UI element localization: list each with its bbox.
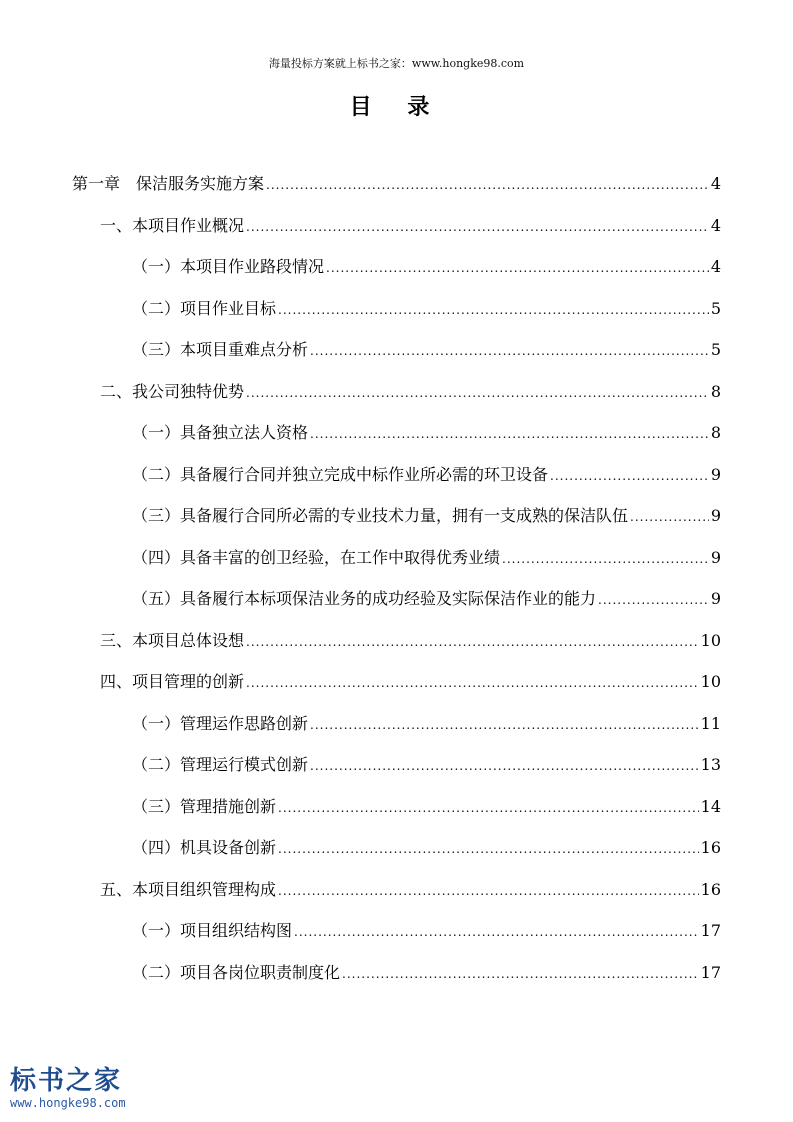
toc-entry[interactable]	[100, 629, 721, 653]
toc-entry-label: （二）具备履行合同并独立完成中标作业所必需的环卫设备	[132, 465, 549, 484]
toc-dot-leader	[278, 298, 709, 322]
toc-entry[interactable]	[100, 380, 721, 404]
site-logo	[10, 1066, 170, 1116]
toc-entry-page-number: 9	[710, 506, 721, 525]
toc-entry[interactable]	[72, 172, 721, 196]
toc-entry[interactable]	[132, 587, 721, 611]
toc-entry[interactable]	[132, 546, 721, 570]
toc-entry-page-number: 4	[710, 216, 721, 235]
toc-dot-leader	[246, 215, 709, 239]
toc-entry-label: 二、我公司独特优势	[100, 382, 245, 401]
toc-entry-page-number: 9	[710, 465, 721, 484]
toc-entry-page-number: 10	[700, 631, 721, 650]
toc-entry[interactable]	[100, 878, 721, 902]
toc-entry-page-number: 16	[700, 880, 721, 899]
toc-entry[interactable]	[132, 919, 721, 943]
toc-entry[interactable]	[132, 504, 721, 528]
toc-entry-page-number: 10	[700, 672, 721, 691]
toc-entry[interactable]	[100, 670, 721, 694]
toc-dot-leader	[278, 879, 699, 903]
toc-dot-leader	[342, 962, 699, 986]
toc-entry[interactable]	[132, 421, 721, 445]
toc-entry-label: （一）具备独立法人资格	[132, 423, 309, 442]
toc-entry-label: （二）项目各岗位职责制度化	[132, 963, 341, 982]
toc-entry-label: 第一章 保洁服务实施方案	[72, 174, 265, 193]
toc-entry-page-number: 17	[700, 963, 721, 982]
toc-entry-label: （四）机具设备创新	[132, 838, 277, 857]
toc-entry-page-number: 4	[710, 174, 721, 193]
logo-url: www.hongke98.com	[10, 1096, 126, 1110]
toc-dot-leader	[278, 837, 699, 861]
toc-entry-label: （一）管理运作思路创新	[132, 714, 309, 733]
toc-entry-page-number: 4	[710, 257, 721, 276]
toc-entry-page-number: 16	[700, 838, 721, 857]
toc-entry[interactable]	[132, 463, 721, 487]
toc-entry-page-number: 5	[710, 340, 721, 359]
toc-entry[interactable]	[132, 297, 721, 321]
toc-entry-page-number: 8	[710, 382, 721, 401]
toc-dot-leader	[246, 630, 699, 654]
toc-dot-leader	[266, 173, 709, 197]
toc-dot-leader	[630, 505, 709, 529]
toc-entry-label: 一、本项目作业概况	[100, 216, 245, 235]
toc-entry-page-number: 14	[700, 797, 721, 816]
toc-entry-label: （四）具备丰富的创卫经验，在工作中取得优秀业绩	[132, 548, 501, 567]
toc-dot-leader	[246, 381, 709, 405]
toc-entry-page-number: 9	[710, 548, 721, 567]
toc-entry-page-number: 13	[700, 755, 721, 774]
toc-entry-label: （三）本项目重难点分析	[132, 340, 309, 359]
toc-entry-page-number: 9	[710, 589, 721, 608]
toc-dot-leader	[246, 671, 699, 695]
toc-entry-label: （二）项目作业目标	[132, 299, 277, 318]
toc-dot-leader	[502, 547, 709, 571]
toc-entry[interactable]	[132, 836, 721, 860]
toc-dot-leader	[550, 464, 709, 488]
toc-entry-page-number: 11	[700, 714, 721, 733]
toc-entry-label: （一）本项目作业路段情况	[132, 257, 325, 276]
toc-dot-leader	[294, 920, 699, 944]
toc-entry-label: 三、本项目总体设想	[100, 631, 245, 650]
logo-text: 标书之家	[10, 1066, 123, 1096]
toc-entry-label: 五、本项目组织管理构成	[100, 880, 277, 899]
toc-entry[interactable]	[132, 795, 721, 819]
toc-dot-leader	[310, 339, 709, 363]
toc-entry-label: 四、项目管理的创新	[100, 672, 245, 691]
toc-entry[interactable]	[132, 712, 721, 736]
toc-entry[interactable]	[132, 961, 721, 985]
toc-entry[interactable]	[132, 753, 721, 777]
page-title: 目 录	[349, 95, 444, 120]
toc-entry-page-number: 8	[710, 423, 721, 442]
toc-dot-leader	[310, 713, 699, 737]
toc-entry[interactable]	[132, 255, 721, 279]
toc-dot-leader	[310, 754, 699, 778]
header-note: 海量投标方案就上标书之家：www.hongke98.com	[268, 57, 525, 70]
toc-dot-leader	[598, 588, 709, 612]
toc-entry[interactable]	[100, 214, 721, 238]
toc-entry-label: （一）项目组织结构图	[132, 921, 293, 940]
toc-entry-page-number: 5	[710, 299, 721, 318]
toc-entry-label: （五）具备履行本标项保洁业务的成功经验及实际保洁作业的能力	[132, 589, 597, 608]
toc-entry-label: （二）管理运行模式创新	[132, 755, 309, 774]
toc-entry-label: （三）具备履行合同所必需的专业技术力量，拥有一支成熟的保洁队伍	[132, 506, 629, 525]
toc-entry-label: （三）管理措施创新	[132, 797, 277, 816]
toc-dot-leader	[310, 422, 709, 446]
toc-dot-leader	[278, 796, 699, 820]
toc-entry-page-number: 17	[700, 921, 721, 940]
toc-entry[interactable]	[132, 338, 721, 362]
toc-dot-leader	[326, 256, 709, 280]
